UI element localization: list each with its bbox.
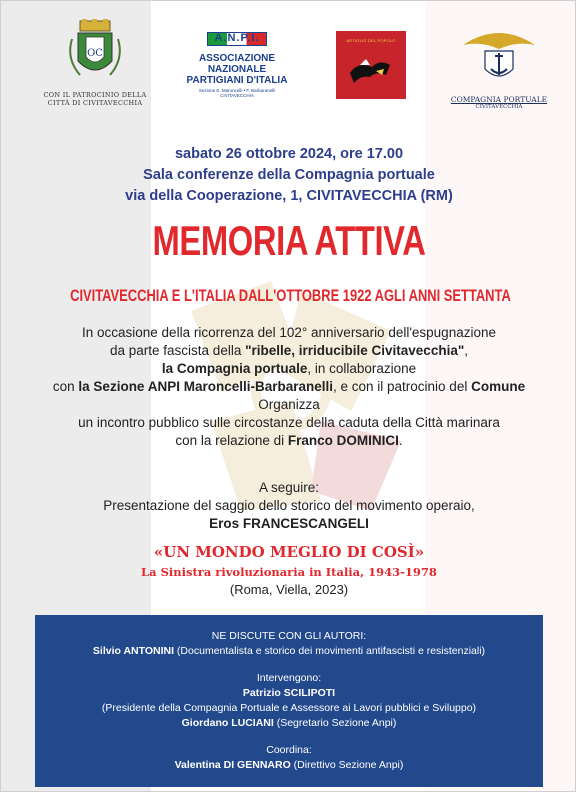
speaker-role: (Presidente della Compagnia Portuale e Assessore ai Lavori pubblici e Sviluppo) [101, 702, 477, 714]
following-line: Presentazione del saggio dello storico del movimento operaio, [103, 498, 475, 513]
red-banner-logo [336, 31, 406, 99]
page-subtitle: CIVITAVECCHIA E L'ITALIA DALL'OTTOBRE 1922 AGLI ANNI SETTANTA [70, 286, 511, 305]
intro-line: da parte fascista della "ribelle, irriducibile Civitavecchia", [110, 343, 468, 358]
city-coat-of-arms-icon [66, 19, 124, 87]
flag-caption: ARTIGLIO DEL POPOLO [346, 38, 396, 43]
anpi-name-line2: PARTIGIANI D'ITALIA [186, 75, 288, 86]
event-date: sabato 26 ottobre 2024, ore 17.00 [174, 146, 404, 162]
intro-line: con la Sezione ANPI Maroncelli-Barbaranelli, e con il patrocinio del Comune [52, 379, 526, 394]
port-sub: CIVITAVECCHIA [475, 104, 523, 110]
city-caption-line1: CON IL PATROCINIO DELLA [43, 91, 147, 99]
svg-text:OC: OC [87, 48, 103, 59]
following-section [1, 479, 576, 533]
city-logo [29, 19, 161, 107]
anchor-eagle-emblem-icon [459, 23, 539, 89]
speaker-line: Silvio ANTONINI (Documentalista e storico dei movimenti antifascisti e resistenziali) [92, 645, 486, 657]
intro-line: la Compagnia portuale, in collaborazione [161, 361, 417, 376]
intro-paragraph [1, 324, 576, 450]
author-name: Eros FRANCESCANGELI [209, 516, 369, 531]
event-venue: Sala conferenze della Compagnia portuale [143, 167, 435, 183]
page-title: MEMORIA ATTIVA [152, 217, 426, 264]
intro-line: con la relazione di Franco DOMINICI. [175, 433, 403, 448]
speakers-panel [35, 615, 543, 787]
speaker-line: Giordano LUCIANI (Segretario Sezione Anpi) [181, 717, 397, 729]
speaker-name: Patrizio SCILIPOTI [242, 687, 336, 699]
event-info [1, 144, 576, 207]
anpi-sub-line1: Sezione E. Maroncelli • F. Barbaranelli [198, 88, 276, 93]
panel-heading: NE DISCUTE CON GLI AUTORI: [211, 630, 367, 642]
anpi-sub-line2: CIVITAVECCHIA [220, 93, 254, 98]
book-info [1, 541, 576, 599]
city-caption-line2: CITTÀ DI CIVITAVECCHIA [47, 99, 143, 107]
port-company-logo [447, 23, 551, 110]
book-subtitle: La Sinistra rivoluzionaria in Italia, 1943-1978 [141, 565, 437, 579]
book-title: «UN MONDO MEGLIO DI COSÌ» [153, 543, 425, 561]
anpi-acronym: A.N.P.I. [214, 32, 260, 44]
event-address: via della Cooperazione, 1, CIVITAVECCHIA (RM) [125, 188, 453, 204]
intro-line: Organizza [258, 397, 320, 412]
anpi-logo [175, 31, 299, 98]
speaker-line: Valentina DI GENNARO (Direttivo Sezione Anpi) [174, 759, 404, 771]
panel-heading: Intervengono: [256, 672, 322, 684]
book-publisher: (Roma, Viella, 2023) [229, 582, 349, 597]
anpi-name-line1: ASSOCIAZIONE NAZIONALE [198, 53, 276, 75]
intro-line: In occasione della ricorrenza del 102° anniversario dell'espugnazione [82, 325, 496, 340]
port-name: COMPAGNIA PORTUALE [450, 95, 548, 104]
anpi-flag-icon [207, 32, 267, 46]
following-heading: A seguire: [258, 480, 320, 495]
intro-line: un incontro pubblico sulle circostanze della caduta della Città marinara [78, 415, 500, 430]
panel-heading: Coordina: [266, 744, 312, 756]
